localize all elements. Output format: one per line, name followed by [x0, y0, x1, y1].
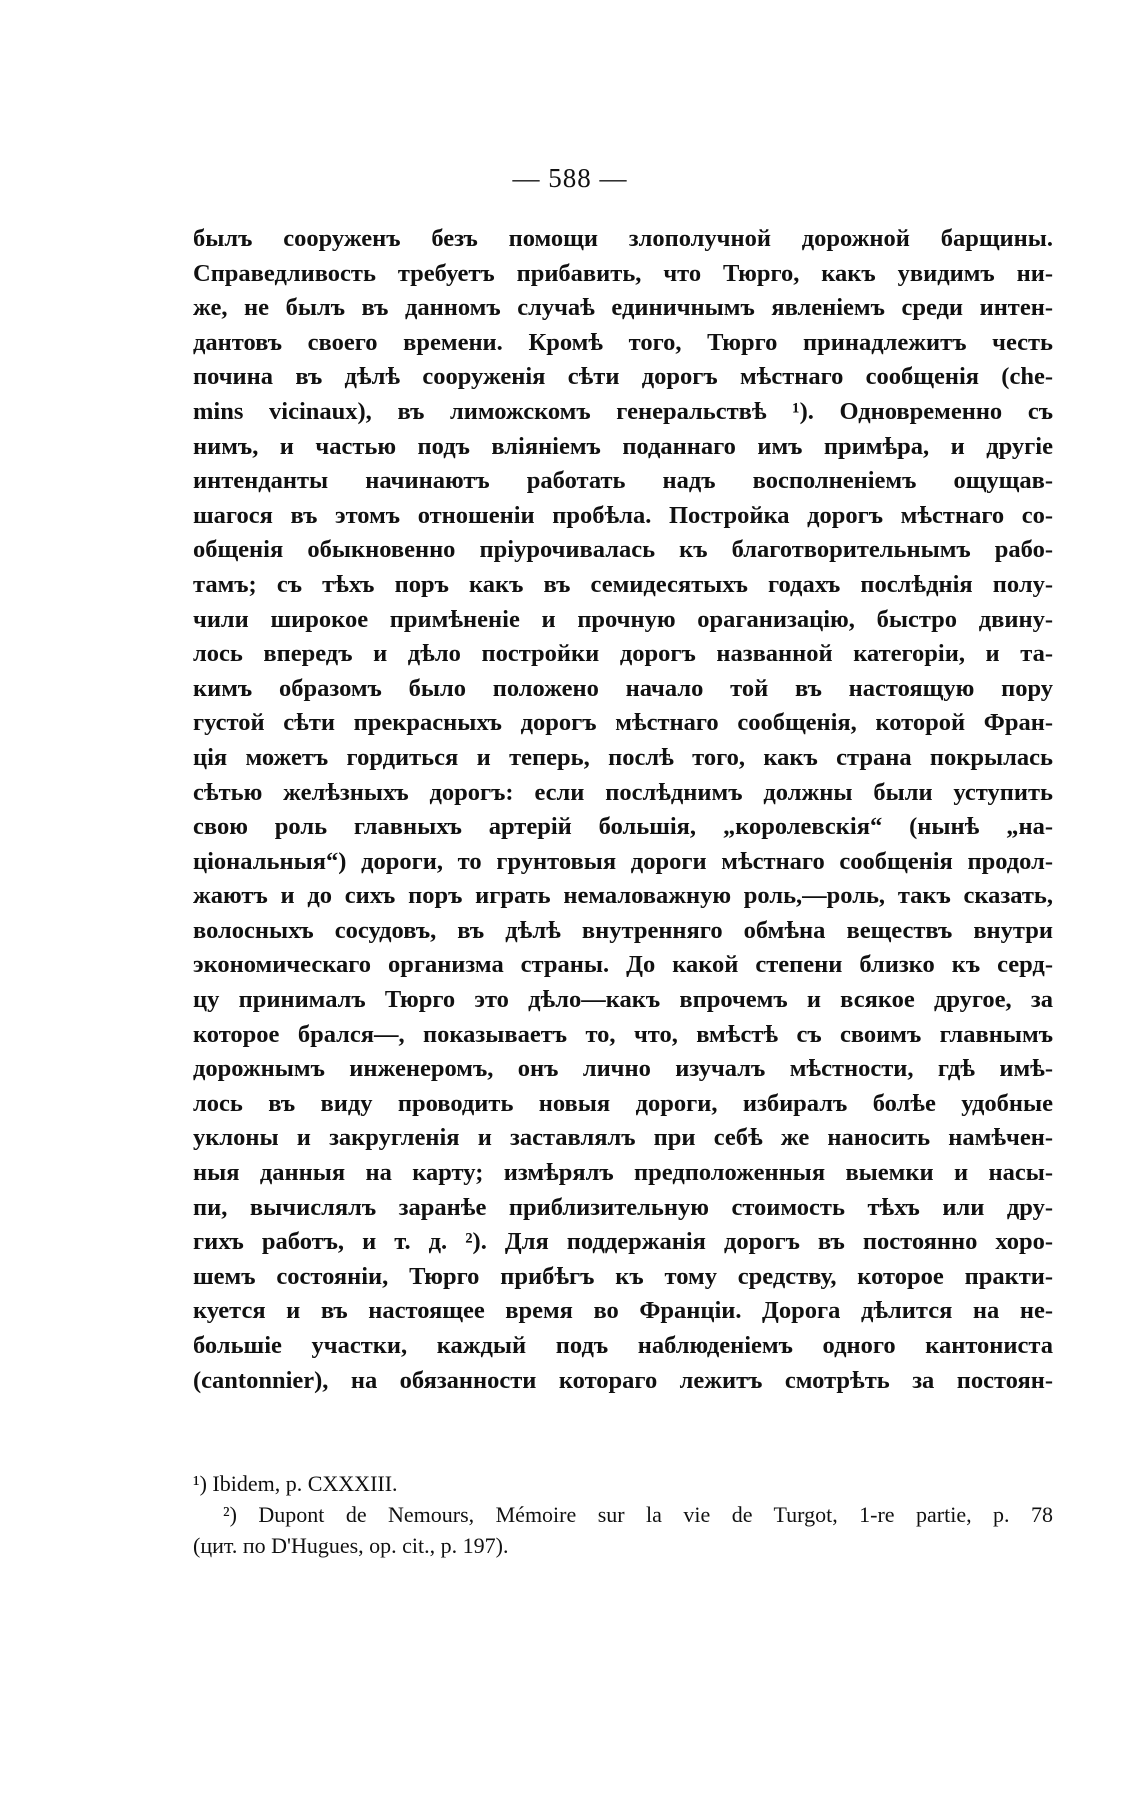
text-line: гихъ работъ, и т. д. ²). Для поддержанія дорогъ въ постоянно хоро-: [193, 1228, 1053, 1256]
text-line: былъ сооруженъ безъ помощи злополучной дорожной барщины.: [193, 225, 1053, 252]
text-line: лось въ виду проводить новыя дороги, избиралъ болѣе удобные: [193, 1089, 1053, 1117]
text-line: экономическаго организма страны. До какой степени близко къ серд-: [193, 951, 1053, 979]
text-line: ція можетъ гордиться и теперь, послѣ того, какъ страна покрылась: [193, 743, 1053, 771]
text-line: интенданты начинаютъ работать надъ восполненіемъ ощущав-: [193, 467, 1053, 495]
text-line: шемъ состояніи, Тюрго прибѣгъ къ тому средству, которое практи-: [193, 1262, 1053, 1290]
text-line: нимъ, и частью подъ вліяніемъ поданнаго имъ примѣра, и другіе: [193, 432, 1053, 460]
text-line: Справедливость требуетъ прибавить, что Тюрго, какъ увидимъ ни-: [193, 259, 1053, 287]
footnote-2-continuation: (цит. по D'Hugues, op. cit., p. 197).: [193, 1533, 509, 1558]
text-line: уклоны и закругленія и заставлялъ при себѣ же наносить намѣчен-: [193, 1124, 1053, 1152]
text-line: mins vicinaux), въ лиможскомъ генеральствѣ ¹). Одновременно съ: [193, 397, 1053, 425]
footnotes: [193, 1468, 1053, 1561]
text-line: чили широкое примѣненіе и прочную ораганизацію, быстро двину-: [193, 605, 1053, 633]
footnote-1: ¹) Ibidem, p. CXXXIII.: [193, 1471, 398, 1496]
footnote-2: ²) Dupont de Nemours, Mémoire sur la vie de Turgot, 1-re partie, p. 78: [223, 1502, 1053, 1527]
text-line: куется и въ настоящее время во Франціи. Дорога дѣлится на не-: [193, 1297, 1053, 1325]
text-line: ныя данныя на карту; измѣрялъ предположенныя выемки и насы-: [193, 1159, 1053, 1187]
text-line: же, не былъ въ данномъ случаѣ единичнымъ явленіемъ среди интен-: [193, 294, 1053, 322]
text-line: (cantonnier), на обязанности котораго лежитъ смотрѣть за постоян-: [193, 1366, 1053, 1394]
text-line: лось впередъ и дѣло постройки дорогъ названной категоріи, и та-: [193, 640, 1053, 668]
text-line: тамъ; съ тѣхъ поръ какъ въ семидесятыхъ годахъ послѣднія полу-: [193, 570, 1053, 598]
text-line: ціональныя“) дороги, то грунтовыя дороги мѣстнаго сообщенія продол-: [193, 847, 1053, 875]
text-line: шагося въ этомъ отношеніи пробѣла. Постройка дорогъ мѣстнаго со-: [193, 501, 1053, 529]
text-line: пи, вычислялъ заранѣе приблизительную стоимость тѣхъ или дру-: [193, 1193, 1053, 1221]
body-text: [193, 222, 1053, 1398]
text-line: кимъ образомъ было положено начало той въ настоящую пору: [193, 674, 1053, 702]
text-line: густой сѣти прекрасныхъ дорогъ мѣстнаго сообщенія, которой Фран-: [193, 709, 1053, 737]
page-number: — 588 —: [512, 163, 628, 193]
text-line: дантовъ своего времени. Кромѣ того, Тюрго принадлежитъ честь: [193, 328, 1053, 356]
text-line: дорожнымъ инженеромъ, онъ лично изучалъ мѣстности, гдѣ имѣ-: [193, 1055, 1053, 1083]
text-line: волосныхъ сосудовъ, въ дѣлѣ внутренняго обмѣна веществъ внутри: [193, 916, 1053, 944]
text-line: большіе участки, каждый подъ наблюденіемъ одного кантониста: [193, 1332, 1053, 1359]
text-line: жаютъ и до сихъ поръ играть немаловажную роль,—роль, такъ сказать,: [193, 882, 1053, 910]
text-line: которое брался—, показываетъ то, что, вмѣстѣ съ своимъ главнымъ: [193, 1020, 1053, 1048]
text-line: цу принималъ Тюрго это дѣло—какъ впрочемъ и всякое другое, за: [193, 986, 1053, 1014]
text-line: свою роль главныхъ артерій большія, „королевскія“ (нынѣ „на-: [193, 813, 1053, 841]
text-line: общенія обыкновенно пріурочивалась къ благотворительнымъ рабо-: [193, 536, 1053, 564]
text-line: сѣтью желѣзныхъ дорогъ: если послѣднимъ должны были уступить: [193, 778, 1053, 806]
text-line: почина въ дѣлѣ сооруженія сѣти дорогъ мѣстнаго сообщенія (che-: [193, 363, 1053, 391]
